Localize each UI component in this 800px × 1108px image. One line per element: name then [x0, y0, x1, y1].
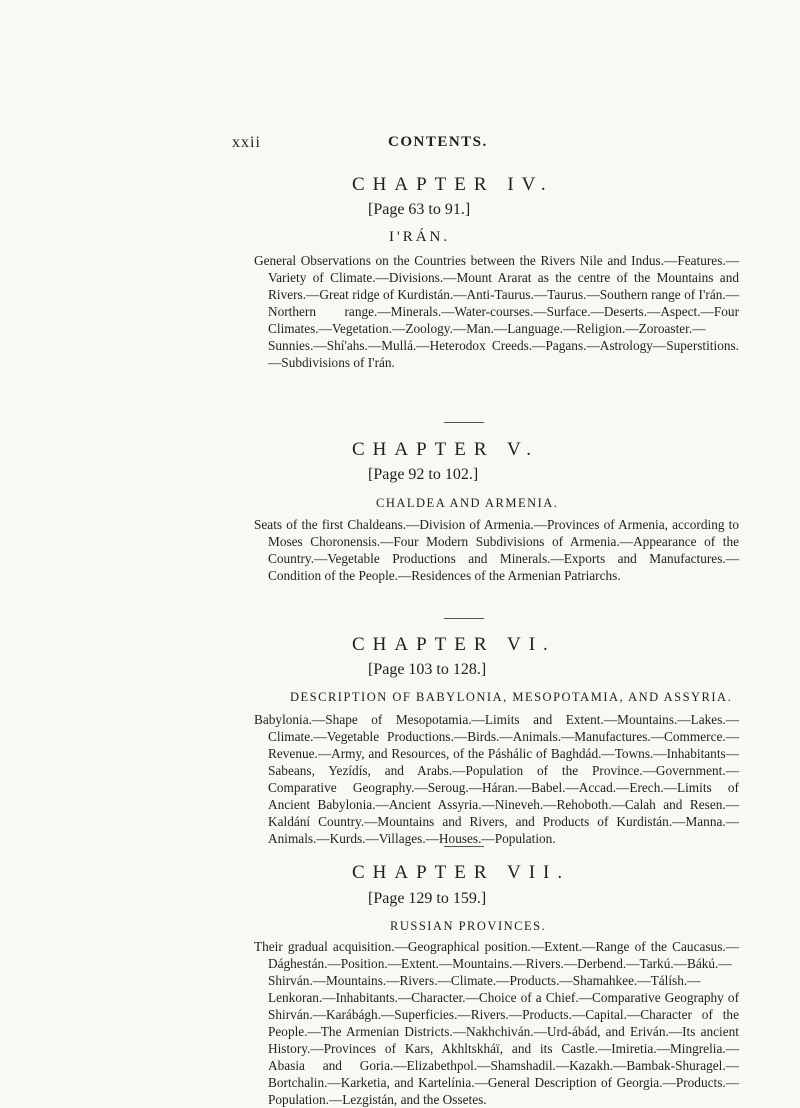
- chapter-summary: [254, 711, 739, 847]
- section-divider: [444, 618, 484, 619]
- page-header: [232, 134, 732, 154]
- running-title: CONTENTS.: [388, 134, 488, 150]
- chapter-summary: [254, 938, 739, 1108]
- chapter-summary-text: Babylonia.—Shape of Mesopotamia.—Limits and Extent.—Mountains.—Lakes.—Climate.—Vegetable Productions.—Birds.—Animals.—Manufactures.—Commerce.—Revenue.—Army, and Resources, of the Páshálic of Baghdád.—Towns.—Inhabitants—Sabeans, Yezídís, and Arabs.—Population of the Province.—Government.—Comparative Geography.—Seroug.—Háran.—Babel.—Accad.—Erech.—Limits of Ancient Babylonia.—Ancient Assyria.—Nineveh.—Rehoboth.—Calah and Resen.—Kaldání Country.—Mountains and Rivers, and Products of Kurdistán.—Manna.—Animals.—Kurds.—Villages.—Houses.—Population.: [254, 712, 739, 846]
- chapter-subtitle: DESCRIPTION OF BABYLONIA, MESOPOTAMIA, AND ASSYRIA.: [290, 690, 733, 704]
- chapter-summary-text: Their gradual acquisition.—Geographical position.—Extent.—Range of the Caucasus.—Dághestán.—Position.—Extent.—Mountains.—Rivers.—Derbend.—Tarkú.—Bákú.—Shirván.—Mountains.—Rivers.—Climate.—Products.—Shamahkee.—Tálísh.—Lenkoran.—Inhabitants.—Character.—Choice of a Chief.—Comparative Geography of Shirván.—Karábágh.—Superficies.—Rivers.—Products.—Capital.—Character of the People.—The Armenian Districts.—Nakhchiván.—Urd-ábád, and Eriván.—Its ancient History.—Provinces of Kars, Akhltskháï, and its Castle.—Imiretia.—Mingrelia.—Abasia and Goria.—Elizabethpol.—Shamshadil.—Kazakh.—Bambak-Shuragel.—Bortchalin.—Karketia, and Kartelínia.—General Description of Georgia.—Products.—Population.—Lezgistán, and the Ossetes.: [254, 939, 739, 1107]
- chapter-summary-text: Seats of the first Chaldeans.—Division of Armenia.—Provinces of Armenia, according to Moses Choronensis.—Four Modern Subdivisions of Armenia.—Appearance of the Country.—Vegetable Productions and Minerals.—Exports and Manufactures.—Condition of the People.—Residences of the Armenian Patriarchs.: [254, 517, 739, 583]
- section-divider: [444, 422, 484, 423]
- chapter-summary: [254, 516, 739, 584]
- chapter-page-range: [Page 129 to 159.]: [368, 890, 487, 907]
- section-divider: [444, 846, 484, 847]
- chapter-page-range: [Page 103 to 128.]: [368, 661, 487, 678]
- chapter-page-range: [Page 63 to 91.]: [368, 201, 471, 218]
- chapter-page-range: [Page 92 to 102.]: [368, 466, 479, 483]
- chapter-summary-text: General Observations on the Countries between the Rivers Nile and Indus.—Features.—Variety of Climate.—Divisions.—Mount Ararat as the centre of the Mountains and Rivers.—Great ridge of Kurdistán.—Anti-Taurus.—Taurus.—Southern range of I'rán.—Northern range.—Minerals.—Water-courses.—Surface.—Deserts.—Aspect.—Four Climates.—Vegetation.—Zoology.—Man.—Language.—Religion.—Zoroaster.—Sunnies.—Shí'ahs.—Mullá.—Heterodox Creeds.—Pagans.—Astrology—Superstitions.—Subdivisions of I'rán.: [254, 253, 739, 370]
- chapter-subtitle: RUSSIAN PROVINCES.: [390, 919, 547, 933]
- chapter-title: CHAPTER VI.: [352, 634, 556, 655]
- page-number: xxii: [232, 134, 261, 151]
- chapter-subtitle: I'RÁN.: [389, 229, 451, 245]
- chapter-title: CHAPTER V.: [352, 439, 539, 460]
- chapter-summary: [254, 252, 739, 371]
- chapter-subtitle: CHALDEA AND ARMENIA.: [376, 496, 559, 510]
- chapter-title: CHAPTER VII.: [352, 862, 571, 883]
- chapter-title: CHAPTER IV.: [352, 174, 554, 195]
